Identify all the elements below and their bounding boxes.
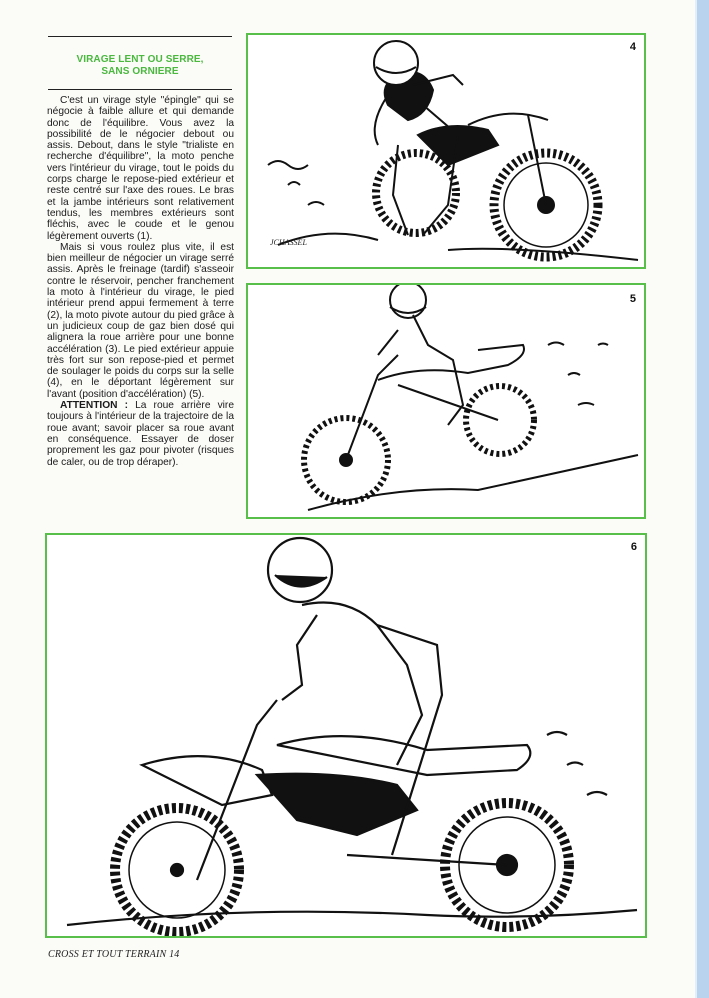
paragraph-2: Mais si vous roulez plus vite, il est bien meilleur de négocier un virage serré assis. Après le freinage (tardif) s'asseoir contre le réservoir, pencher franchement la moto à l'intérieur du virage, le pied intérieur prend appui fermement à terre (2), la moto pivote autour du pied grâce à un judicieux coup de gaz bien dosé qui alignera la roue arrière pour une bonne accélération (3). Le pied extérieur appuie très fort sur son repose-pied et permet de soulager le poids du corps sur la selle (4), en le déportant légèrement sur l'avant (position d'accélération) (5).	[47, 241, 234, 400]
attention-text: La roue arrière vire toujours à l'intérieur de la trajectoire de la roue avant; savoir placer sa roue avant en conséquence. Essayer de doser proprement les gaz pour pivoter (risques de caler, ou de trop déraper).	[47, 400, 234, 468]
paragraph-attention	[47, 400, 234, 468]
motocross-rider-drawing-5	[248, 285, 644, 517]
article-heading	[48, 54, 232, 78]
paragraph-1: C'est un virage style "épingle" qui se négocie à faible allure et qui demande donc de l'équilibre. Vous avez la possibilité de le négocier debout ou assis. Debout, dans le style "trialiste en recherche d'équilibre", la moto penche vers l'intérieur du virage, tout le poids du corps charge le repose-pied extérieur et reste centré sur l'axe des roues. Le bras et la jambe intérieurs sont relativement tendus, les membres extérieurs sont fléchis, avec le coude et le genou légèrement ouverts (1).	[47, 95, 234, 242]
article-body	[47, 95, 234, 468]
illustration-panel-6	[45, 533, 647, 938]
heading-line-2: SANS ORNIERE	[101, 66, 179, 77]
panel-number-4: 4	[629, 41, 636, 53]
magazine-footer: CROSS ET TOUT TERRAIN 14	[48, 949, 180, 960]
motocross-rider-drawing-4	[248, 35, 644, 267]
article-heading-box	[48, 36, 232, 90]
page-edge-strip	[697, 0, 709, 998]
heading-line-1: VIRAGE LENT OU SERRE,	[76, 54, 204, 65]
attention-label: ATTENTION :	[60, 400, 129, 412]
illustration-panel-5	[246, 283, 646, 519]
panel-number-6: 6	[630, 541, 637, 553]
illustration-panel-4	[246, 33, 646, 269]
motocross-rider-drawing-6	[47, 535, 645, 936]
illustrator-signature: JCHASSEL	[270, 238, 307, 247]
panel-number-5: 5	[629, 293, 636, 305]
